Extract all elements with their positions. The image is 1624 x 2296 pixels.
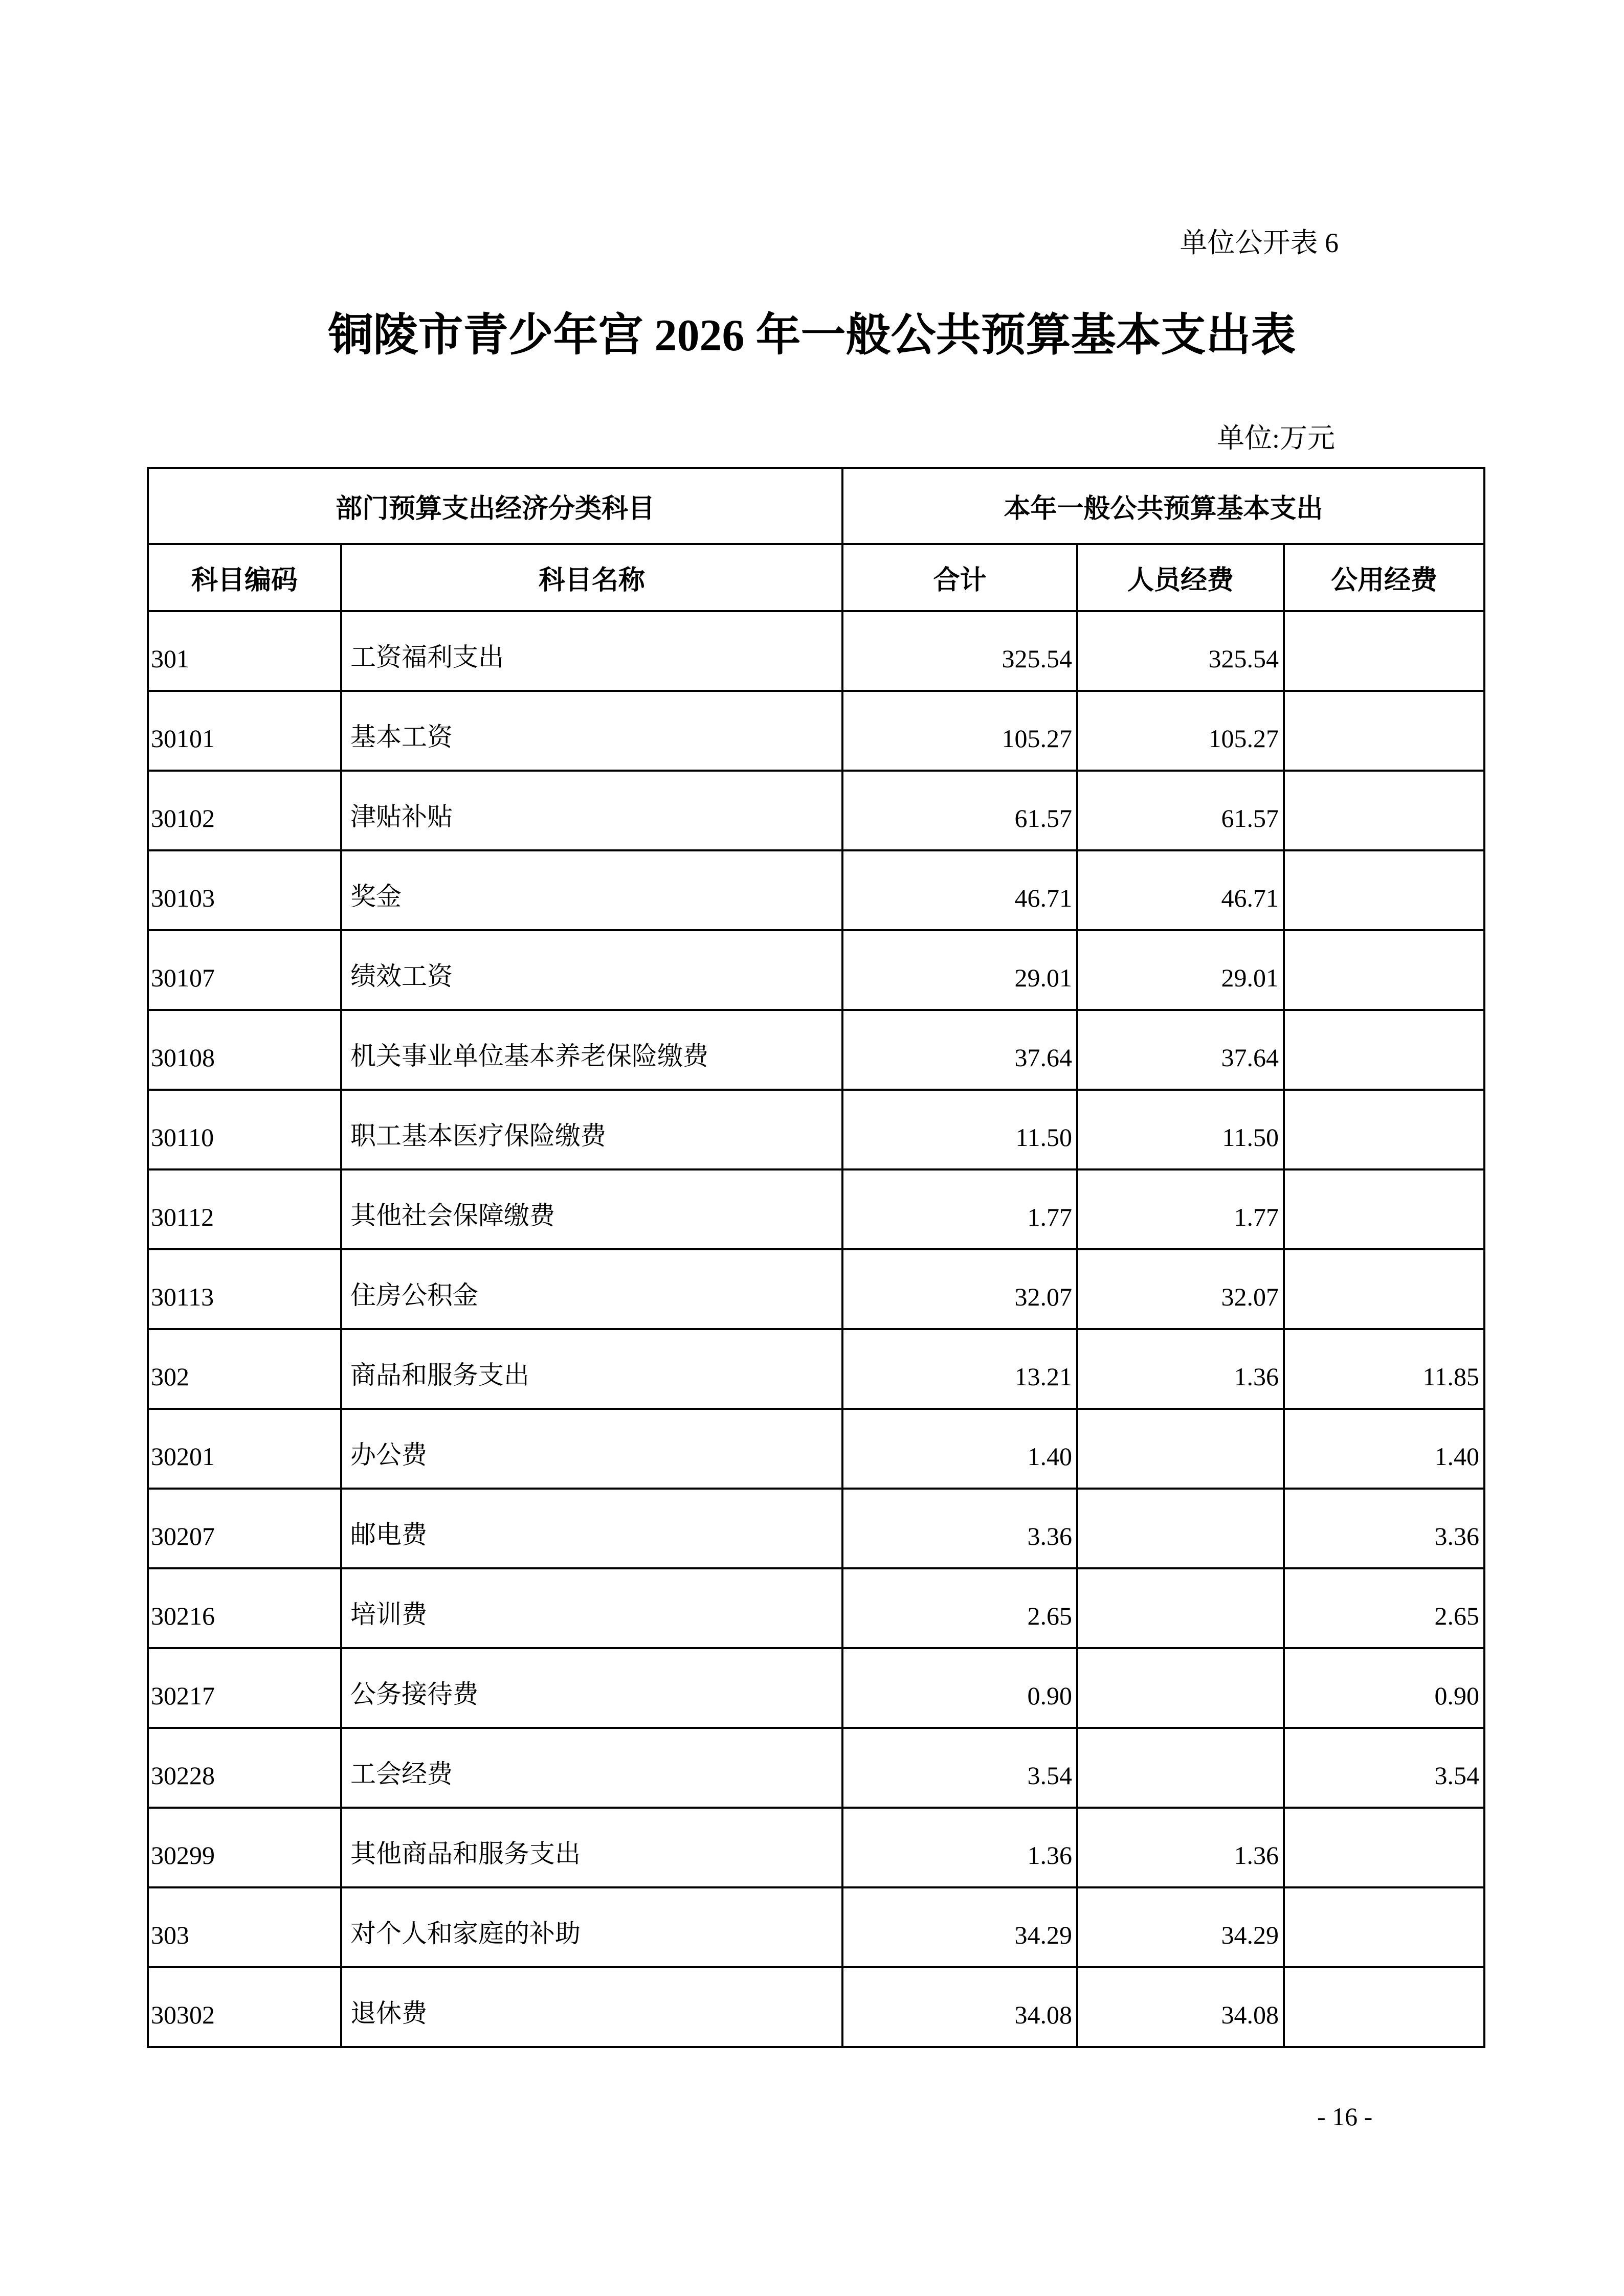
table-row xyxy=(148,850,1484,930)
page-title: 铜陵市青少年宫 2026 年一般公共预算基本支出表 xyxy=(328,311,1296,361)
table-row xyxy=(148,1967,1484,2047)
unit-label: 单位:万元 xyxy=(1216,423,1335,454)
cell-personnel-funds: 105.27 xyxy=(1077,691,1284,771)
table-row xyxy=(148,1249,1484,1329)
cell-total: 1.77 xyxy=(842,1169,1077,1249)
table-row xyxy=(148,691,1484,771)
cell-total: 29.01 xyxy=(842,930,1077,1010)
cell-public-funds xyxy=(1284,1808,1484,1887)
cell-public-funds: 0.90 xyxy=(1284,1648,1484,1728)
cell-public-funds xyxy=(1284,850,1484,930)
cell-subject-name: 其他商品和服务支出 xyxy=(341,1808,842,1887)
cell-subject-name: 职工基本医疗保险缴费 xyxy=(341,1090,842,1169)
table-row xyxy=(148,1887,1484,1967)
table-row xyxy=(148,1010,1484,1090)
cell-personnel-funds: 34.29 xyxy=(1077,1887,1284,1967)
table-header xyxy=(148,468,1484,611)
table-row xyxy=(148,771,1484,850)
cell-subject-code: 30112 xyxy=(148,1169,341,1249)
cell-public-funds: 11.85 xyxy=(1284,1329,1484,1409)
cell-public-funds: 1.40 xyxy=(1284,1409,1484,1489)
budget-table xyxy=(147,467,1485,2048)
cell-subject-code: 30228 xyxy=(148,1728,341,1808)
cell-public-funds xyxy=(1284,1090,1484,1169)
table-row xyxy=(148,1169,1484,1249)
cell-total: 3.36 xyxy=(842,1489,1077,1568)
cell-personnel-funds: 325.54 xyxy=(1077,611,1284,691)
page-number: - 16 - xyxy=(1317,2102,1373,2131)
cell-personnel-funds: 46.71 xyxy=(1077,850,1284,930)
cell-subject-name: 基本工资 xyxy=(341,691,842,771)
table-row xyxy=(148,611,1484,691)
cell-public-funds xyxy=(1284,611,1484,691)
table-row xyxy=(148,1489,1484,1568)
cell-subject-code: 30103 xyxy=(148,850,341,930)
cell-total: 105.27 xyxy=(842,691,1077,771)
cell-subject-name: 公务接待费 xyxy=(341,1648,842,1728)
cell-total: 0.90 xyxy=(842,1648,1077,1728)
table-row xyxy=(148,1409,1484,1489)
col-header-subject-name: 科目名称 xyxy=(341,544,842,611)
cell-public-funds: 2.65 xyxy=(1284,1568,1484,1648)
table-row xyxy=(148,1090,1484,1169)
table-row xyxy=(148,1329,1484,1409)
cell-personnel-funds: 37.64 xyxy=(1077,1010,1284,1090)
cell-subject-name: 邮电费 xyxy=(341,1489,842,1568)
cell-subject-name: 工会经费 xyxy=(341,1728,842,1808)
cell-subject-code: 30101 xyxy=(148,691,341,771)
cell-total: 46.71 xyxy=(842,850,1077,930)
table-body xyxy=(148,611,1484,2047)
cell-subject-name: 对个人和家庭的补助 xyxy=(341,1887,842,1967)
cell-public-funds xyxy=(1284,1169,1484,1249)
cell-total: 37.64 xyxy=(842,1010,1077,1090)
cell-public-funds: 3.36 xyxy=(1284,1489,1484,1568)
cell-total: 11.50 xyxy=(842,1090,1077,1169)
group-header-economic-classification: 部门预算支出经济分类科目 xyxy=(148,468,842,544)
cell-personnel-funds xyxy=(1077,1409,1284,1489)
cell-public-funds xyxy=(1284,1249,1484,1329)
cell-subject-code: 30108 xyxy=(148,1010,341,1090)
cell-subject-name: 其他社会保障缴费 xyxy=(341,1169,842,1249)
cell-total: 1.40 xyxy=(842,1409,1077,1489)
cell-public-funds: 3.54 xyxy=(1284,1728,1484,1808)
cell-subject-code: 30207 xyxy=(148,1489,341,1568)
cell-public-funds xyxy=(1284,771,1484,850)
cell-subject-code: 30113 xyxy=(148,1249,341,1329)
cell-personnel-funds: 1.36 xyxy=(1077,1329,1284,1409)
cell-subject-code: 30299 xyxy=(148,1808,341,1887)
cell-total: 34.29 xyxy=(842,1887,1077,1967)
cell-subject-code: 301 xyxy=(148,611,341,691)
cell-personnel-funds xyxy=(1077,1648,1284,1728)
cell-personnel-funds xyxy=(1077,1568,1284,1648)
table-row xyxy=(148,1568,1484,1648)
table-row xyxy=(148,1728,1484,1808)
cell-subject-code: 30201 xyxy=(148,1409,341,1489)
cell-total: 325.54 xyxy=(842,611,1077,691)
cell-subject-code: 30110 xyxy=(148,1090,341,1169)
cell-personnel-funds: 29.01 xyxy=(1077,930,1284,1010)
cell-total: 2.65 xyxy=(842,1568,1077,1648)
cell-subject-name: 办公费 xyxy=(341,1409,842,1489)
group-header-basic-expenditure: 本年一般公共预算基本支出 xyxy=(842,468,1484,544)
cell-public-funds xyxy=(1284,691,1484,771)
col-header-subject-code: 科目编码 xyxy=(148,544,341,611)
table-row xyxy=(148,930,1484,1010)
group-header-row xyxy=(148,468,1484,544)
cell-subject-code: 302 xyxy=(148,1329,341,1409)
cell-personnel-funds: 61.57 xyxy=(1077,771,1284,850)
cell-personnel-funds: 1.36 xyxy=(1077,1808,1284,1887)
cell-subject-code: 30302 xyxy=(148,1967,341,2047)
cell-total: 3.54 xyxy=(842,1728,1077,1808)
cell-subject-name: 机关事业单位基本养老保险缴费 xyxy=(341,1010,842,1090)
cell-subject-name: 绩效工资 xyxy=(341,930,842,1010)
cell-subject-code: 30107 xyxy=(148,930,341,1010)
cell-personnel-funds: 11.50 xyxy=(1077,1090,1284,1169)
cell-total: 32.07 xyxy=(842,1249,1077,1329)
col-header-total: 合计 xyxy=(842,544,1077,611)
cell-personnel-funds xyxy=(1077,1728,1284,1808)
cell-subject-name: 住房公积金 xyxy=(341,1249,842,1329)
cell-subject-name: 津贴补贴 xyxy=(341,771,842,850)
cell-subject-code: 30216 xyxy=(148,1568,341,1648)
cell-public-funds xyxy=(1284,930,1484,1010)
cell-subject-name: 奖金 xyxy=(341,850,842,930)
cell-public-funds xyxy=(1284,1967,1484,2047)
cell-subject-name: 培训费 xyxy=(341,1568,842,1648)
cell-personnel-funds: 1.77 xyxy=(1077,1169,1284,1249)
column-header-row xyxy=(148,544,1484,611)
cell-personnel-funds xyxy=(1077,1489,1284,1568)
cell-subject-name: 商品和服务支出 xyxy=(341,1329,842,1409)
cell-personnel-funds: 34.08 xyxy=(1077,1967,1284,2047)
col-header-public-funds: 公用经费 xyxy=(1284,544,1484,611)
cell-subject-code: 303 xyxy=(148,1887,341,1967)
cell-public-funds xyxy=(1284,1887,1484,1967)
corner-label: 单位公开表 6 xyxy=(1180,228,1339,258)
cell-total: 61.57 xyxy=(842,771,1077,850)
table-row xyxy=(148,1648,1484,1728)
cell-public-funds xyxy=(1284,1010,1484,1090)
table-row xyxy=(148,1808,1484,1887)
cell-total: 1.36 xyxy=(842,1808,1077,1887)
cell-subject-code: 30217 xyxy=(148,1648,341,1728)
cell-total: 34.08 xyxy=(842,1967,1077,2047)
cell-subject-name: 工资福利支出 xyxy=(341,611,842,691)
cell-total: 13.21 xyxy=(842,1329,1077,1409)
col-header-personnel-funds: 人员经费 xyxy=(1077,544,1284,611)
cell-subject-code: 30102 xyxy=(148,771,341,850)
cell-subject-name: 退休费 xyxy=(341,1967,842,2047)
cell-personnel-funds: 32.07 xyxy=(1077,1249,1284,1329)
